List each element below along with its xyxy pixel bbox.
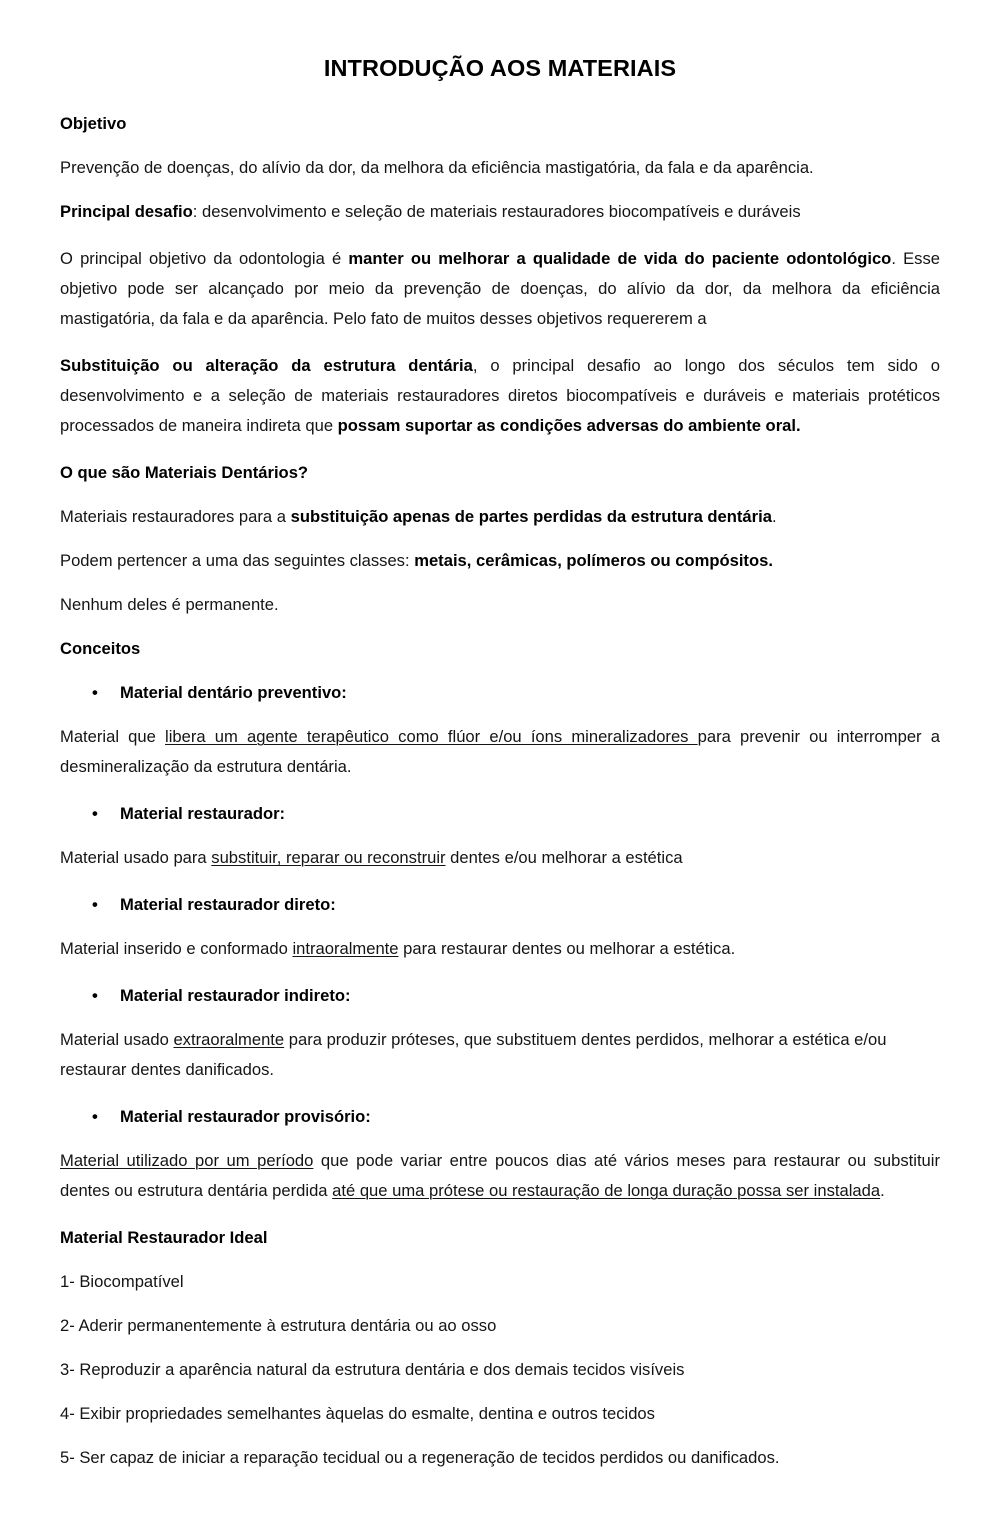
text-materiais-restauradores-b: .	[771, 507, 777, 527]
paragraph-material-restaurador-provisorio	[60, 1146, 940, 1206]
paragraph-classes	[60, 546, 940, 576]
list-item-ideal-5: 5- Ser capaz de iniciar a reparação tecidual ou a regeneração de tecidos perdidos ou danificados.	[60, 1448, 780, 1468]
bullet-label: Material restaurador direto:	[120, 895, 336, 915]
bullet-material-restaurador-direto	[60, 890, 940, 920]
text-direto-underline: intraoralmente	[292, 939, 399, 959]
bullet-dot-icon: •	[92, 895, 98, 915]
page-title: INTRODUÇÃO AOS MATERIAIS	[323, 55, 677, 81]
paragraph-objetivo-prevencao	[60, 153, 940, 183]
text-materiais-restauradores-bold: substituição apenas de partes perdidas da estrutura dentária	[290, 507, 772, 527]
paragraph-substituicao	[60, 351, 940, 441]
text-substituicao-bold-a: Substituição ou alteração da estrutura dentária	[60, 356, 473, 376]
text-principal-desafio: : desenvolvimento e seleção de materiais restauradores biocompatíveis e duráveis	[192, 202, 801, 222]
bullet-dot-icon: •	[92, 1107, 98, 1127]
heading-material-restaurador-ideal: Material Restaurador Ideal	[60, 1228, 268, 1248]
bullet-label: Material restaurador indireto:	[120, 986, 351, 1006]
text-substituicao-bold-b: possam suportar as condições adversas do ambiente oral.	[337, 416, 801, 436]
text-classes-bold: metais, cerâmicas, polímeros ou compósitos.	[414, 551, 773, 571]
list-item-ideal-4: 4- Exibir propriedades semelhantes àquelas do esmalte, dentina e outros tecidos	[60, 1404, 655, 1424]
text-preventivo-a: Material que	[60, 727, 166, 747]
text-objetivo-principal-bold: manter ou melhorar a qualidade de vida do paciente odontológico	[348, 249, 892, 269]
text-direto-b: para restaurar dentes ou melhorar a estética.	[398, 939, 736, 959]
bullet-label: Material restaurador:	[120, 804, 286, 824]
text-restaurador-underline: substituir, reparar ou reconstruir	[211, 848, 446, 868]
text-indireto-a: Material usado	[60, 1030, 174, 1050]
text-indireto-underline: extraoralmente	[173, 1030, 285, 1050]
paragraph-material-restaurador-indireto	[60, 1025, 940, 1085]
text-classes-a: Podem pertencer a uma das seguintes classes:	[60, 551, 415, 571]
list-item-ideal-2: 2- Aderir permanentemente à estrutura dentária ou ao osso	[60, 1316, 497, 1336]
paragraph-material-dentario-preventivo	[60, 722, 940, 782]
text-objetivo-principal-a: O principal objetivo da odontologia é	[60, 249, 349, 269]
text-preventivo-underline: libera um agente terapêutico como flúor e/ou íons mineralizadores	[165, 727, 698, 747]
bullet-label: Material dentário preventivo:	[120, 683, 347, 703]
paragraph-principal-desafio	[60, 197, 940, 227]
text-provisorio-underline-b: até que uma prótese ou restauração de longa duração possa ser instalada	[332, 1181, 881, 1201]
text-objetivo-principal-b: . Esse objetivo pode ser alcançado por meio da prevenção de doenças, do alívio da dor, da melhora da eficiência mastigatória, da fala e da aparência. Pelo fato de muitos desses objetivos requererem a	[60, 249, 940, 329]
list-item-ideal-3: 3- Reproduzir a aparência natural da estrutura dentária e dos demais tecidos visíveis	[60, 1360, 685, 1380]
heading-materiais-dentarios: O que são Materiais Dentários?	[60, 463, 309, 483]
paragraph-material-restaurador-direto	[60, 934, 940, 964]
paragraph-nenhum-permanente: Nenhum deles é permanente.	[60, 595, 279, 615]
paragraph-materiais-restauradores	[60, 502, 940, 532]
text-objetivo-prevencao: Prevenção de doenças, do alívio da dor, da melhora da eficiência mastigatória, da fala e da aparência.	[60, 158, 814, 178]
bullet-label: Material restaurador provisório:	[120, 1107, 371, 1127]
bullet-material-restaurador	[60, 799, 940, 829]
text-provisorio-end: .	[880, 1181, 885, 1201]
bullet-material-dentario-preventivo	[60, 678, 940, 708]
bullet-material-restaurador-indireto	[60, 981, 940, 1011]
text-preventivo-b: para prevenir ou interromper a desmineralização da estrutura dentária.	[60, 727, 940, 777]
text-substituicao-mid: , o principal desafio ao longo dos séculos tem sido o desenvolvimento e a seleção de materiais restauradores diretos biocompatíveis e duráveis e materiais protéticos processados de maneira indireta que	[60, 356, 941, 436]
bullet-dot-icon: •	[92, 804, 98, 824]
bullet-material-restaurador-provisorio	[60, 1102, 940, 1132]
text-restaurador-a: Material usado para	[60, 848, 212, 868]
label-principal-desafio: Principal desafio	[60, 202, 193, 222]
paragraph-material-restaurador	[60, 843, 940, 873]
heading-objetivo: Objetivo	[60, 114, 127, 134]
list-item-ideal-1: 1- Biocompatível	[60, 1272, 184, 1292]
bullet-dot-icon: •	[92, 683, 98, 703]
text-materiais-restauradores-a: Materiais restauradores para a	[60, 507, 291, 527]
heading-conceitos: Conceitos	[60, 639, 141, 659]
text-indireto-b: para produzir próteses, que substituem dentes perdidos, melhorar a estética e/ou restaurar dentes danificados.	[60, 1030, 887, 1080]
paragraph-objetivo-principal	[60, 244, 940, 334]
text-restaurador-b: dentes e/ou melhorar a estética	[445, 848, 683, 868]
text-provisorio-underline-a: Material utilizado por um período	[60, 1151, 314, 1171]
text-direto-a: Material inserido e conformado	[60, 939, 293, 959]
text-provisorio-mid: que pode variar entre poucos dias até vários meses para restaurar ou substituir dentes ou estrutura dentária perdida	[60, 1151, 940, 1201]
bullet-dot-icon: •	[92, 986, 98, 1006]
